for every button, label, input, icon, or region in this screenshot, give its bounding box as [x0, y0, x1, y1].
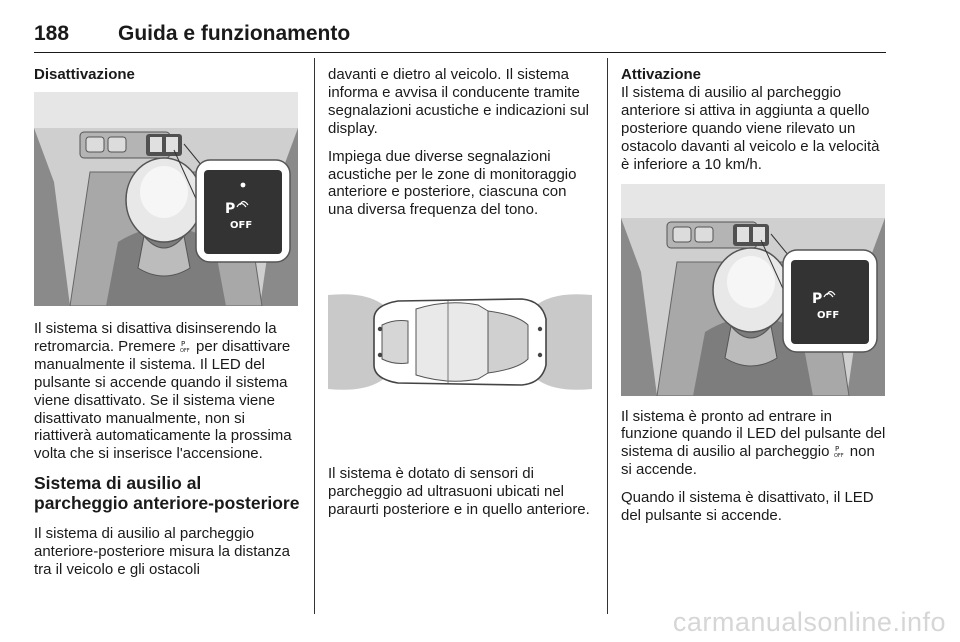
column-divider [607, 58, 608, 614]
section-heading-disattivazione: Disattivazione [34, 66, 135, 83]
page-number: 188 [34, 22, 70, 45]
svg-text:P: P [834, 445, 839, 454]
column-divider [314, 58, 315, 614]
paragraph: Il sistema è dotato di sensori di parcheggio ad ultrasuoni ubicati nel paraurti posteriore e in quello anteriore. [328, 465, 590, 519]
column-2 [328, 66, 594, 529]
paragraph: Quando il sistema è disattivato, il LED del pulsante si accende. [621, 489, 874, 525]
svg-text:OFF: OFF [179, 347, 190, 353]
paragraph: Il sistema di ausilio al parcheggio anteriore-posteriore misura la distanza tra il veicolo e gli ostacoli [34, 525, 290, 579]
paragraph: Il sistema è pronto ad entrare in funzione quando il LED del pulsante del sistema di ausilio al parcheggio P OFF non si accende. [621, 407, 886, 479]
paragraph: davanti e dietro al veicolo. Il sistema informa e avvisa il conducente tramite segnalazioni acustiche e indicazioni sul display. [328, 66, 589, 137]
off-button-label: OFF [817, 309, 840, 321]
console-illustration [34, 92, 298, 306]
paragraph: Impiega due diverse segnalazioni acustiche per le zone di monitoraggio anteriore e posteriore, ciascuna con una diversa frequenza del tono. [328, 147, 577, 219]
off-button-label: OFF [230, 220, 253, 231]
watermark: carmanualsonline.info [672, 607, 946, 637]
park-assist-off-icon [180, 339, 192, 353]
console-illustration [621, 184, 885, 396]
car-sensor-zones-illustration [328, 229, 592, 459]
paragraph: Il sistema di ausilio al parcheggio anteriore si attiva in aggiunta a quello posteriore quando viene rilevato un ostacolo davanti al veicolo e la velocità è inferiore a 10 km/h. [621, 84, 880, 173]
column-3 [621, 66, 887, 535]
park-assist-off-icon [834, 444, 846, 458]
section-heading-front-rear-parking: Sistema di ausilio al parcheggio anteriore-posteriore [34, 473, 300, 514]
column-1 [34, 66, 300, 589]
page-header [34, 22, 886, 53]
paragraph: Il sistema si disattiva disinserendo la retromarcia. Premere P OFF per disattivare manualmente il sistema. Il LED del pulsante si accende quando il sistema viene disattivato. Se il sistema viene disattivato manualmente, non si riattiverà automaticamente la prossima volta che si inserisce l'accensione. [34, 320, 292, 463]
svg-text:P: P [812, 290, 823, 307]
svg-text:OFF: OFF [833, 453, 844, 459]
svg-text:P: P [180, 339, 186, 348]
svg-text:P: P [225, 201, 236, 217]
section-heading-attivazione: Attivazione [621, 66, 702, 83]
chapter-title: Guida e funzionamento [118, 22, 351, 45]
